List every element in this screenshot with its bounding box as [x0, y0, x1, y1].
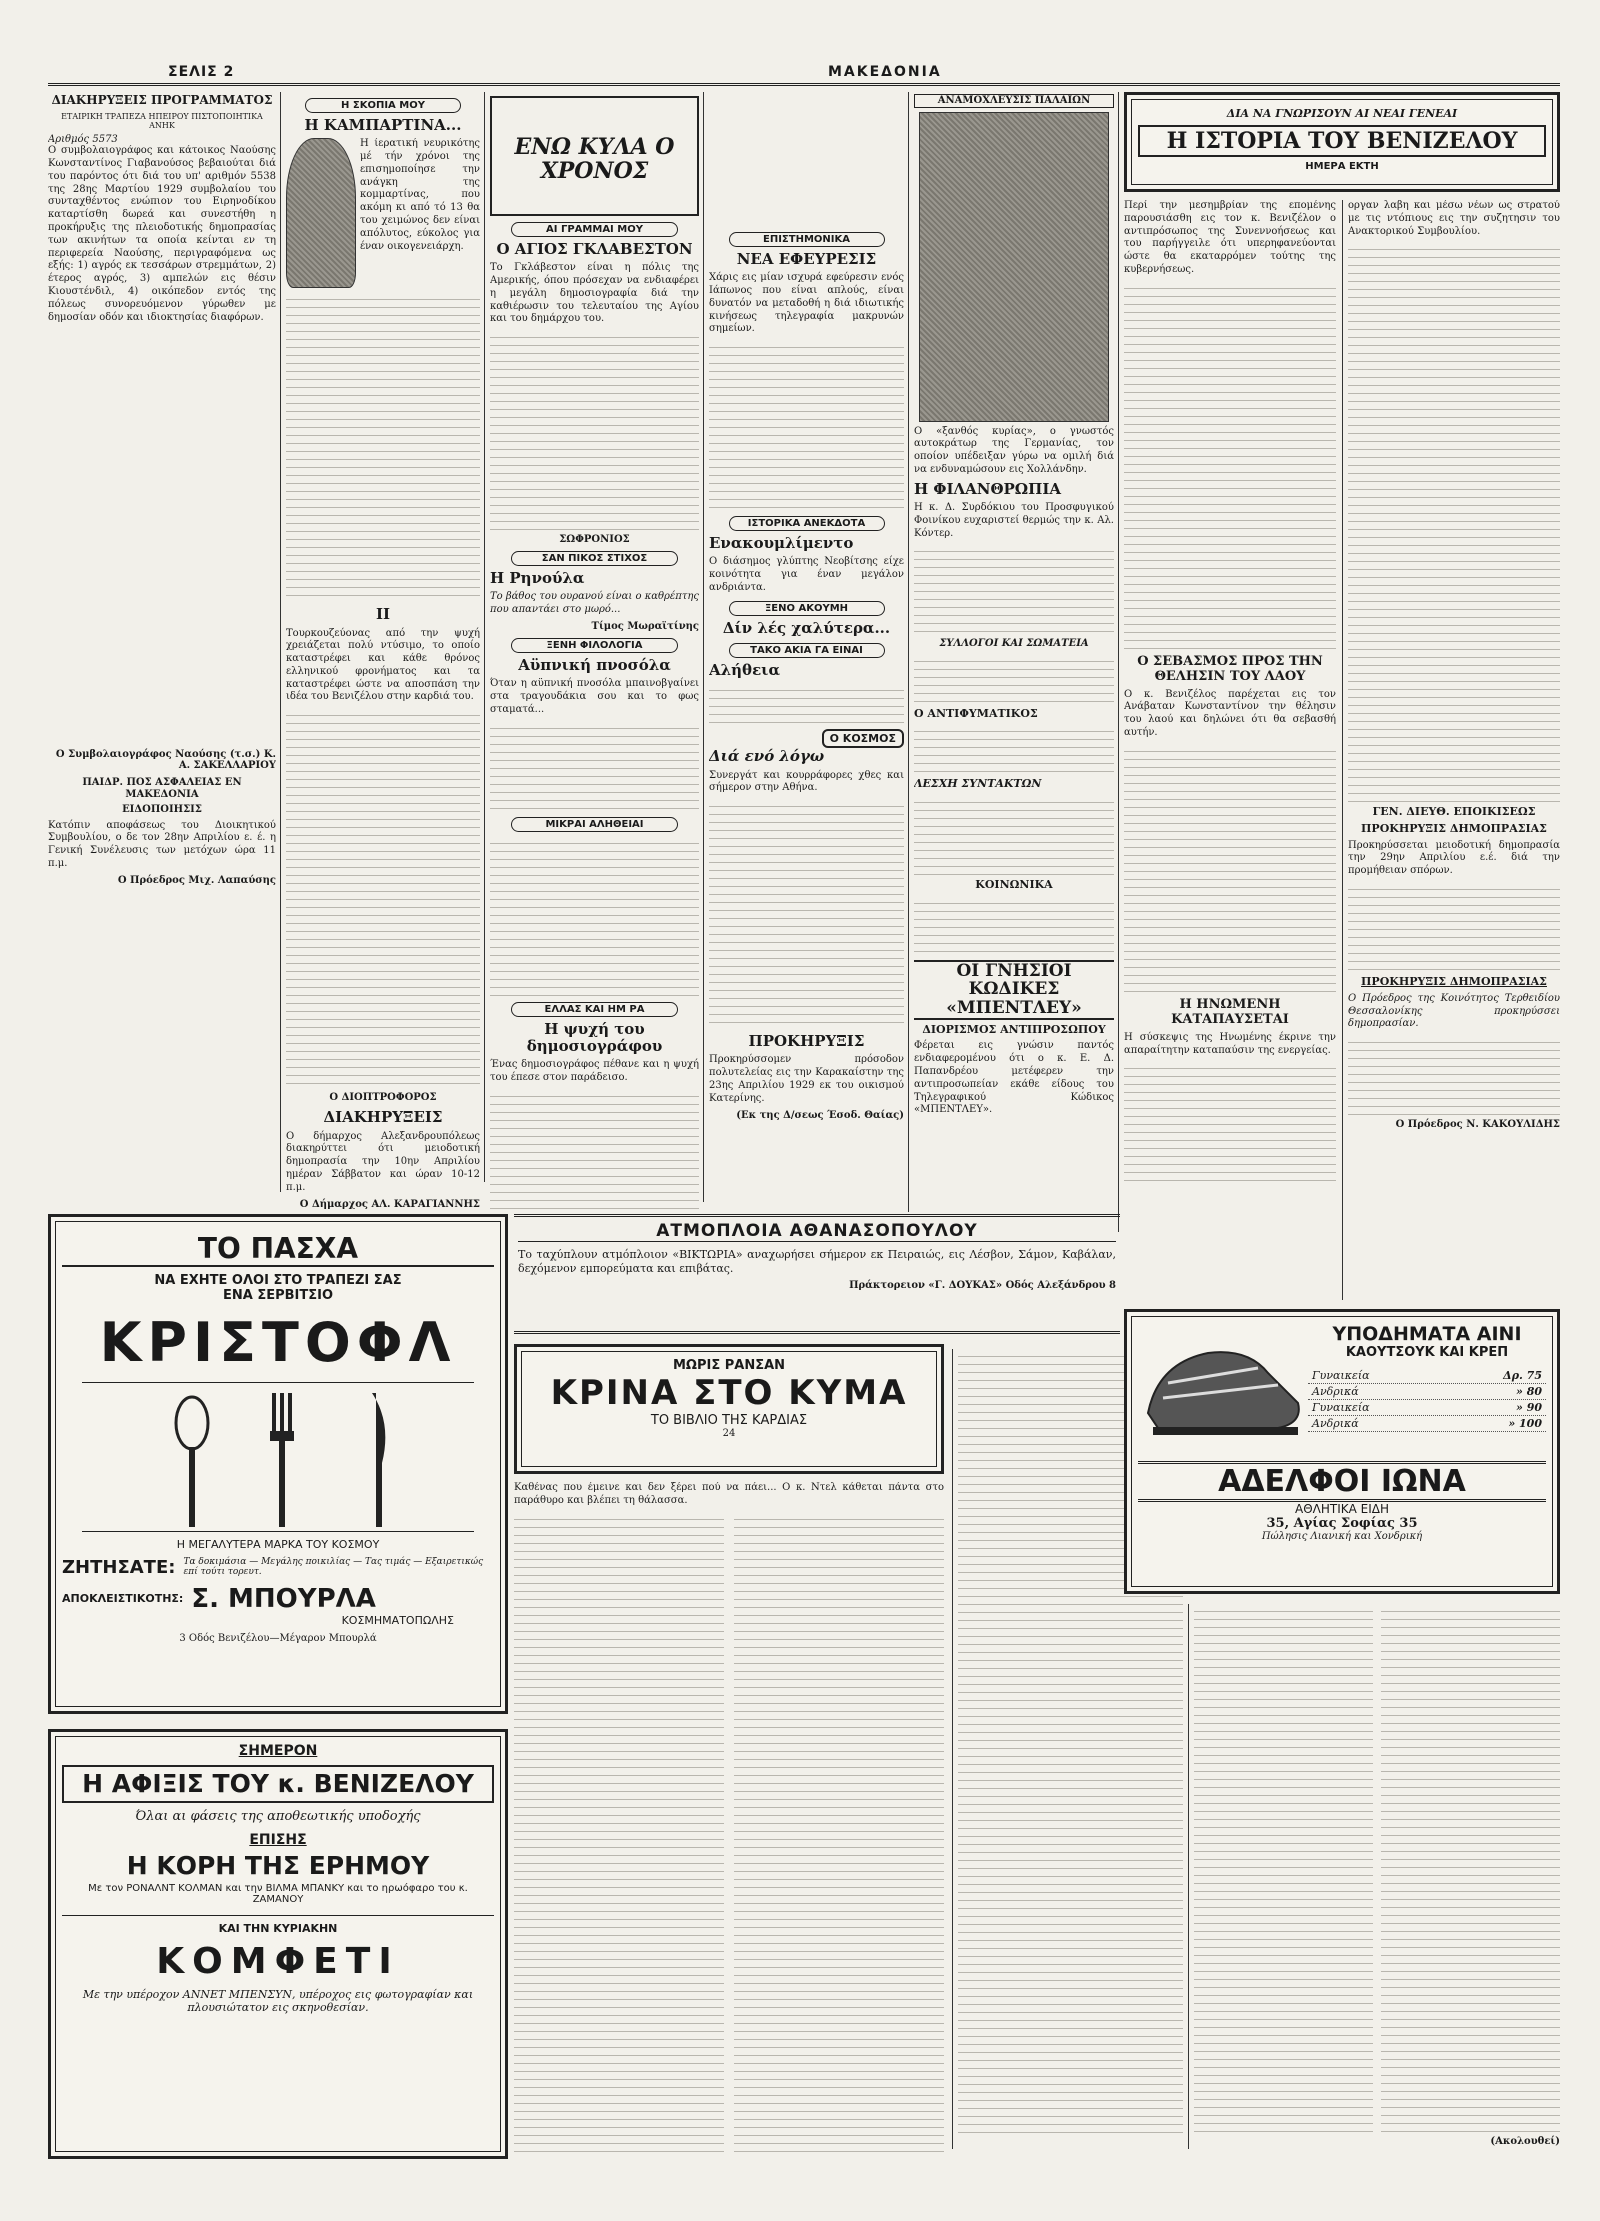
settlement-body: Προκηρύσσεται μειοδοτική δημοπρασία την 29ην Απριλίου ε.έ. διά την προμήθειαν σπόρων. — [1348, 839, 1560, 877]
ask-label: ΖΗΤΗΣΑΤΕ: — [62, 1556, 176, 1578]
film3-cast: Με την υπέροχον ΑΝΝΕΤ ΜΠΕΝΣΥΝ, υπέροχος εις φωτογραφίαν και πλουσιώτατον εις σκηνοθεσίαν. — [82, 1988, 474, 2014]
serial-number: 24 — [722, 1428, 736, 1439]
venizelos-subtitle: ΗΜΕΡΑ ΕΚΤΗ — [1305, 160, 1379, 172]
cinema-ad — [48, 1729, 508, 2159]
store-address: 3 Οδός Βενιζέλου—Μέγαρον Μπουρλά — [179, 1632, 377, 1644]
also-label: ΕΠΙΣΗΣ — [249, 1831, 307, 1848]
column-label: ΑΝΑΜΟΧΛΕΥΣΙΣ ΠΑΛΑΙΩΝ — [914, 94, 1114, 108]
settlement-title: ΓΕΝ. ΔΙΕΥΘ. ΕΠΟΙΚΙΣΕΩΣ — [1372, 805, 1536, 819]
article-body-galveston: Το Γκλάβεστον είναι η πόλις της Αμερικής, όπου πρόσεχαν να ενδιαφέρει η μεγάλη δημοσιογραφία διά την καθιέρωσιν του τελευταίου της Αγίου και του δημάρχου του. — [490, 262, 699, 325]
journalist-soul-body: Ένας δημοσιογράφος πέθανε και η ψυχή του έπεσε στον παράδεισο. — [490, 1059, 699, 1084]
serial-subtitle: ΤΟ ΒΙΒΛΙΟ ΤΗΣ ΚΑΡΔΙΑΣ — [650, 1413, 808, 1428]
section-number: II — [375, 605, 391, 624]
article-title-invention: ΝΕΑ ΕΦΕΥΡΕΣΙΣ — [736, 250, 877, 268]
serial-signature: (Ακολουθεί) — [1490, 2136, 1560, 2147]
article-body-2: Τουρκουζεύονας από την ψυχή χρειάζεται πολύ ντύσιμο, το οποίο καταστρέφει και κάθε θρόνος ελληνικού φρονήματος και τα καταστρέφει ώστε να αποσπάση την ιδέα του Βενιζέλου στην καρδιά του. — [286, 627, 480, 703]
notification-body: Κατόπιν αποφάσεως του Διοικητικού Συμβουλίου, ο δε τον 28ην Απριλίου ε. έ. η Γενική Συνέλευσις των μετόχων ώρα 11 π.μ. — [48, 819, 276, 870]
store-name: Σ. ΜΠΟΥΡΛΑ — [191, 1583, 376, 1614]
article-title-galveston: Ο ΑΓΙΟΣ ΓΚΛΑΒΕΣΤΟΝ — [496, 240, 693, 258]
serial-text — [514, 1482, 944, 2162]
article-title-kampartina: Η ΚΑΜΠΑΡΤΙΝΑ... — [304, 116, 462, 134]
article-signature: Ο ΔΙΟΠΤΡΟΦΟΡΟΣ — [329, 1092, 437, 1104]
auction-title: ΠΡΟΚΗΡΥΞΙΣ ΔΗΜΟΠΡΑΣΙΑΣ — [1361, 975, 1547, 989]
declarations-signature: Ο Δήμαρχος ΑΛ. ΚΑΡΑΓΙΑΝΝΗΣ — [299, 1198, 480, 1210]
shoes-ad — [1124, 1309, 1560, 1594]
literature-body: Όταν η αϋπνική πνοσόλα μπαινοβγαίνει στα τραγουδάκια σου και το φως σταματά... — [490, 678, 699, 715]
film2-cast: Με τον ΡΟΝΑΛΝΤ ΚΟΛΜΑΝ και την ΒΙΛΜΑ ΜΠΑΝΚΥ και το ηρωόφαρο του κ. ΖΑΜΑΝΟΥ — [88, 1883, 468, 1905]
store-type: ΚΟΣΜΗΜΑΤΟΠΩΛΗΣ — [341, 1613, 454, 1627]
bentley-title: ΟΙ ΓΝΗΣΙΟΙ ΚΩΔΙΚΕΣ «ΜΠΕΝΤΛΕΥ» — [914, 960, 1114, 1020]
philanthropy-body: Η κ. Δ. Συρδόκιου του Προσφυγικού Φοινίκου ευχαριστεί θερμώς την κ. Αλ. Κόντερ. — [914, 501, 1114, 539]
anecdote-title: Ενακουμλίμεντο — [709, 534, 854, 553]
serial-text-3 — [1194, 1604, 1560, 2164]
price-row — [1308, 1368, 1546, 1384]
price-row — [1308, 1400, 1546, 1416]
venizelos-body: Περί την μεσημβρίαν της επομένης παρουσιάσθη εις τον κ. Βενιζέλον ο αντιπρόσωπος της Συνεννοήσεως και του παρήγγειλε ότι υπερηφανεύονται ώστε θα εκαταρρόμεν τούτης της κυβερνήσεως. — [1124, 200, 1336, 275]
caricature-illustration — [286, 138, 356, 288]
masthead — [48, 64, 1560, 86]
brand-address-2: Πώλησις Λιανική και Χονδρική — [1261, 1531, 1423, 1542]
section-tag-day: ΕΛΛΑΣ ΚΑΙ ΗΜ ΡΑ — [511, 1002, 678, 1017]
notice-signature: Ο Συμβολαιογράφος Ναούσης (τ.σ.) Κ. Α. ΣΑΚΕΛΛΑΡΙΟΥ — [55, 749, 276, 772]
kaiser-photo — [919, 112, 1109, 422]
cutlery-illustration — [82, 1382, 474, 1532]
christofle-line2: ΕΝΑ ΣΕΡΒΙΤΣΙΟ — [222, 1287, 334, 1303]
venizelos-article — [1124, 200, 1336, 1200]
price-value: Δρ. 75 — [1503, 1369, 1542, 1382]
serial-header — [514, 1344, 944, 1474]
world-title: Διά ενό λόγω — [709, 747, 825, 766]
auction-body: Ο Πρόεδρος της Κοινότητος Τερθειδίου Θεσσαλονίκης προκηρύσσει δημοπρασίαν. — [1348, 992, 1560, 1030]
column-label: ΑΙ ΓΡΑΜΜΑΙ ΜΟΥ — [511, 222, 678, 237]
paper-name: ΜΑΚΕΔΟΝΙΑ — [828, 64, 942, 80]
truth-title: Αλήθεια — [709, 661, 780, 680]
column-2 — [286, 92, 480, 1212]
ships-body: Το ταχύπλουν ατμόπλοιον «ΒΙΚΤΩΡΙΑ» αναχωρήσει σήμερον εκ Πειραιώς, εις Λέσβον, Σάμον, Καβάλαν, δεχόμενον εμπορεύματα και επιβάτας. — [518, 1248, 1116, 1276]
associations-title: ΣΥΛΛΟΓΟΙ ΚΑΙ ΣΩΜΑΤΕΙΑ — [939, 638, 1089, 650]
price-list — [1308, 1368, 1546, 1432]
exclusive-label: ΑΠΟΚΛΕΙΣΤΙΚΟΤΗΣ: — [62, 1592, 184, 1606]
price-label: Ανδρικά — [1312, 1385, 1359, 1398]
price-row — [1308, 1416, 1546, 1432]
social-title: ΚΟΙΝΩΝΙΚΑ — [975, 878, 1053, 892]
serial-body: Καθένας που έμεινε και δεν ξέρει πού να πάει... Ο κ. Ντελ κάθεται πάντα στο παράθυρο και βλέπει τη θάλασσα. — [514, 1482, 944, 1506]
world-box: Ο ΚΟΣΜΟΣ — [822, 729, 904, 748]
bentley-body: Φέρεται εις γνώσιν παντός ενδιαφερομένου ότι ο κ. Ε. Δ. Παπανδρέου μετέφερεν την αντιπροσωπείαν εκάθε είδους του Τηλεγραφικού Κώδικος «ΜΠΕΝΤΛΕΥ». — [914, 1040, 1114, 1116]
column-5 — [914, 92, 1114, 1242]
brand-subtitle: ΑΘΛΗΤΙΚΑ ΕΙΔΗ — [1294, 1502, 1389, 1516]
newspaper-page — [48, 64, 1560, 2194]
united-title: Η ΗΝΩΜΕΝΗ ΚΑΤΑΠΑΥΣΕΤΑΙ — [1171, 996, 1289, 1027]
editors-club-title: ΛΕΣΧΗ ΣΥΝΤΑΚΤΩΝ — [914, 777, 1042, 791]
shoe-illustration — [1138, 1323, 1308, 1453]
article-body-1: Η ίερατική νευρικότης μέ τήν χρόνοι της επισημοποίησε την ανάγκη της κομμαρτίνας, που ακόμη κι από τό 13 θα του χειμώνος δεν είναι απόλυτος, εύκολος για έναν οικογενειάρχη. — [360, 138, 480, 252]
declarations-title: ΔΙΑΚΗΡΥΞΕΙΣ — [323, 1108, 443, 1127]
christofle-brand: ΚΡΙΣΤΟΦΛ — [99, 1310, 457, 1374]
shoes-title: ΥΠΟΔΗΜΑΤΑ ΑΙΝΙ — [1332, 1323, 1522, 1345]
price-value: » 100 — [1508, 1417, 1542, 1430]
philanthropy-title: Η ΦΙΛΑΝΘΡΩΠΙΑ — [914, 479, 1061, 498]
venizelos-banner: ΔΙΑ ΝΑ ΓΝΩΡΙΣΟΥΝ ΑΙ ΝΕΑΙ ΓΕΝΕΑΙ — [1226, 107, 1458, 120]
sunday-label: ΚΑΙ ΤΗΝ ΚΥΡΙΑΚΗΝ — [62, 1915, 494, 1935]
section-tag-literature: ΞΕΝΗ ΦΙΛΟΛΟΓΙΑ — [511, 638, 678, 653]
film1-subtitle: Όλαι αι φάσεις της αποθεωτικής υποδοχής — [135, 1808, 421, 1824]
section-tag-3: ΤΑΚΟ ΑΚΙΑ ΓΑ ΕΙΝΑΙ — [729, 643, 885, 658]
notice-number: Αριθμός 5573 — [48, 134, 118, 146]
column-header-title: ΕΝΩ ΚΥΛΑ Ο ΧΡΟΝΟΣ — [514, 134, 675, 185]
brand-name: ΑΔΕΛΦΟΙ ΙΩΝΑ — [1138, 1461, 1546, 1502]
column-1 — [48, 92, 276, 1232]
column-header-box — [490, 96, 699, 216]
ships-title: ΑΤΜΟΠΛΟΙΑ ΑΘΑΝΑΣΟΠΟΥΛΟΥ — [518, 1221, 1116, 1242]
literature-title: Αϋπνική πνοσόλα — [518, 656, 671, 675]
respect-title: Ο ΣΕΒΑΣΜΟΣ ΠΡΟΣ ΤΗΝ ΘΕΛΗΣΙΝ ΤΟΥ ΛΑΟΥ — [1137, 653, 1323, 684]
column-label: Η ΣΚΟΠΙΑ ΜΟΥ — [305, 98, 460, 113]
notices-heading: ΔΙΑΚΗΡΥΞΕΙΣ ΠΡΟΓΡΑΜΜΑΤΟΣ — [51, 93, 273, 107]
today-label: ΣΗΜΕΡΟΝ — [238, 1743, 318, 1759]
christofle-line1: ΝΑ ΕΧΗΤΕ ΟΛΟΙ ΣΤΟ ΤΡΑΠΕΖΙ ΣΑΣ — [154, 1272, 402, 1288]
section-tag-truths: ΜΙΚΡΑΙ ΑΛΗΘΕΙΑΙ — [511, 817, 678, 832]
world-body: Συνεργάτ και κουρράφορες χθες και σήμερον στην Αθήνα. — [709, 769, 904, 794]
section-tag-anecdotes: ΙΣΤΟΡΙΚΑ ΑΝΕΚΔΟΤΑ — [729, 516, 885, 531]
announcement-title: ΠΡΟΚΗΡΥΞΙΣ — [748, 1032, 865, 1051]
column-label: ΕΠΙΣΤΗΜΟΝΙΚΑ — [729, 232, 885, 247]
film2-title: Η ΚΟΡΗ ΤΗΣ ΕΡΗΜΟΥ — [126, 1850, 430, 1880]
notices-subheading: ΕΤΑΙΡΙΚΗ ΤΡΑΠΕΖΑ ΗΠΕΙΡΟΥ ΠΙΣΤΟΠΟΙΗΤΙΚΑ ΑΝΗΚ — [61, 111, 263, 130]
film3-title: ΚΟΜΦΕΤΙ — [156, 1941, 400, 1982]
insurance-heading: ΠΑΙΔΡ. ΠΟΣ ΑΣΦΑΛΕΙΑΣ ΕΝ ΜΑΚΕΔΟΝΙΑ — [82, 777, 242, 800]
declarations-body: Ο δήμαρχος Αλεξανδρουπόλεως διακηρύττει ότι μειοδοτική δημοπρασία την 10ην Απριλίου ημέραν Σάββατον και ώραν 10-12 π.μ. — [286, 1130, 480, 1193]
price-value: » 90 — [1515, 1401, 1542, 1414]
brand-address: 35, Αγίας Σοφίας 35 — [1266, 1516, 1418, 1531]
section-tag-foreign: ΞΕΝΟ ΑΚΟΥΜΗ — [729, 601, 885, 616]
journalist-soul-title: Η ψυχή του δημοσιογράφου — [526, 1019, 663, 1055]
shoe-icon — [1138, 1323, 1308, 1453]
christofle-tagline: Η ΜΕΓΑΛΥΤΕΡΑ ΜΑΡΚΑ ΤΟΥ ΚΟΣΜΟΥ — [176, 1537, 380, 1551]
settlement-subtitle: ΠΡΟΚΗΡΥΞΙΣ ΔΗΜΟΠΡΑΣΙΑΣ — [1361, 822, 1547, 836]
photo-caption: Ο «ξανθός κυρίας», ο γνωστός αυτοκράτωρ της Γερμανίας, τον οποίον υπέδειξαν γύρω να ομιλή διά να ενδυναμώσουν εις Χολλάνδην. — [914, 425, 1114, 475]
christofle-ad — [48, 1214, 508, 1714]
antitb-title: Ο ΑΝΤΙΦΥΜΑΤΙΚΟΣ — [914, 706, 1038, 720]
poem-title: Η Ρηνούλα — [490, 569, 585, 588]
ships-ad — [514, 1214, 1120, 1334]
notification-title: ΕΙΔΟΠΟΙΗΣΙΣ — [122, 804, 202, 816]
joke-title: Δίν λές χαλύτερα... — [722, 618, 891, 637]
notice-body: Ο συμβολαιογράφος και κάτοικος Ναούσης Κωνσταντίνος Γιαβανούσος βεβαιούται διά του παρόντος ότι διά του υπ' αριθμόν 5538 της 28ης Μαρτίου 1929 συμβολαίου του συνταχθέντος ενώπιον του Ειρηνοδίκου καταρτίσθη δωρεά και συνεστήθη η προκήρυξις της πλειοδοτικής δημοπρασίας των ακινήτων τα οποία κείνται εν τη περιφερεία Ναούσης, περιγραφόμενα ως εξής: 1) αγρός εκ τεσσάρων στρεμμάτων, 2) έτερος αγρός, 3) αμπελών εις θέσιν Κιουστένδιλ, 4) οικόπεδον εντός της πόλεως συνορευόμενον γύρωθεν με δημοσίαν οδόν και ιδιοκτησίας διαφόρων. — [48, 145, 276, 323]
auction-signature: Ο Πρόεδρος Ν. ΚΑΚΟΥΛΙΔΗΣ — [1395, 1119, 1560, 1131]
serial-author: ΜΩΡΙΣ ΡΑΝΣΑΝ — [672, 1358, 786, 1373]
announcement-body: Προκηρύσσομεν πρόσοδον πολυτελείας εις την Καρακαίστην της 23ης Απριλίου 1929 εκ του οικισμού Κατερίνης. — [709, 1054, 904, 1104]
united-body: Η σύσκεψις της Ηνωμένης έκρινε την απαραίτητην καταπαύσιν της ενεργείας. — [1124, 1031, 1336, 1056]
cutlery-icon — [82, 1383, 482, 1533]
venizelos-title: Η ΙΣΤΟΡΙΑ ΤΟΥ ΒΕΝΙΖΕΛΟΥ — [1138, 125, 1546, 157]
notification-signature: Ο Πρόεδρος Μιχ. Λαπαύσης — [117, 874, 276, 886]
poem-signature: Τίμος Μωραϊτίνης — [591, 621, 699, 633]
col7-body: οργαν λαβη και μέσω νέων ως στρατού με τις ντόπιους εις την συζητησιν του Ανακτορικού Συμβουλίου. — [1348, 200, 1560, 237]
respect-body: Ο κ. Βενιζέλος παρέχεται εις τον Ανάβαταν Κωνσταντίνον την θέλησιν του λαού και δηλώνει ότι θα σεβασθή αυτήν. — [1124, 688, 1336, 739]
bentley-subtitle: ΔΙΟΡΙΣΜΟΣ ΑΝΤΙΠΡΟΣΩΠΟΥ — [922, 1022, 1106, 1036]
film1-title: Η ΑΦΙΞΙΣ ΤΟΥ κ. ΒΕΝΙΖΕΛΟΥ — [62, 1765, 494, 1803]
venizelos-history-header — [1124, 92, 1560, 192]
announcement-signature: (Εκ της Δ/σεως Έσοδ. Θαίας) — [736, 1109, 904, 1121]
section-tag-poem: ΣΑΝ ΠΙΚΟΣ ΣΤΙΧΟΣ — [511, 551, 678, 566]
price-value: » 80 — [1515, 1385, 1542, 1398]
christofle-title: ΤΟ ΠΑΣΧΑ — [62, 1234, 494, 1267]
page-number: ΣΕΛΙΣ 2 — [168, 64, 235, 80]
column-7 — [1348, 200, 1560, 1300]
article-signature: ΣΩΦΡΟΝΙΟΣ — [559, 534, 630, 546]
price-label: Γυναικεία — [1312, 1401, 1370, 1414]
shoes-subtitle: ΚΑΟΥΤΣΟΥΚ ΚΑΙ ΚΡΕΠ — [1345, 1345, 1509, 1360]
ask-detail: Τα δοκιμάσια — Μεγάλης ποικιλίας — Τας τιμάς — Εξαιρετικώς επί τούτι τορευτ. — [183, 1557, 484, 1578]
ships-agent: Πράκτορειον «Γ. ΔΟΥΚΑΣ» Οδός Αλεξάνδρου 8 — [849, 1280, 1116, 1292]
anecdote-body: Ο διάσημος γλύπτης Νεοβίτσης είχε κοινότητα για έναν μεγάλον ανδριάντα. — [709, 556, 904, 594]
price-label: Ανδρικά — [1312, 1417, 1359, 1430]
poem-body: Το βάθος του ουρανού είναι ο καθρέπτης που απαντάει στο μωρό... — [490, 591, 699, 616]
article-body-invention: Χάρις εις μίαν ισχυρά εφεύρεσιν ενός Ιάπωνος που είναι απλούς, είναι δυνατόν να μεταδοθή η διά ιδιωτικής κινήσεως τηλεγραφία μακρυνών σημείων. — [709, 272, 904, 335]
serial-title: ΚΡΙΝΑ ΣΤΟ ΚΥΜΑ — [550, 1373, 908, 1413]
column-4 — [709, 92, 904, 1232]
price-row — [1308, 1384, 1546, 1400]
column-3 — [490, 92, 699, 1212]
price-label: Γυναικεία — [1312, 1369, 1370, 1382]
